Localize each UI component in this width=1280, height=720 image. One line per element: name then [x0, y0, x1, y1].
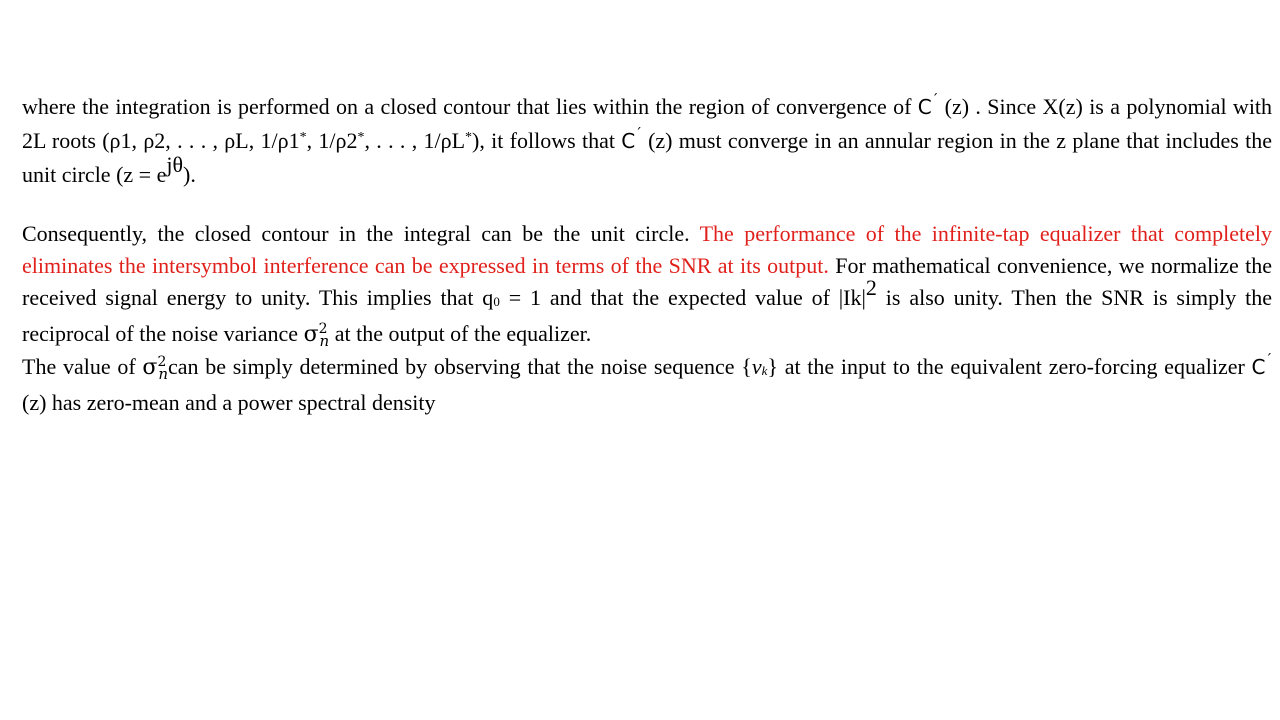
- conjugate-star: *: [357, 130, 365, 145]
- text-span: in an annular region in the z plane that includes the unit circle (z = e: [22, 128, 1273, 187]
- exponent-j-theta: jθ: [166, 152, 183, 177]
- highlighted-sentence: The performance of the infinite-tap equalizer that completely eliminates the intersymbol interference can be expressed in terms of the SNR at its output.: [22, 221, 1273, 278]
- prime-mark: ´: [635, 127, 642, 142]
- text-span: at the output of the equalizer.: [334, 321, 592, 346]
- text-span: X(z) is a polynomial with 2L roots (ρ1, ρ2, . . . , ρL, 1/ρ1: [22, 94, 1273, 153]
- prime-mark: ´: [1265, 353, 1273, 368]
- subscript-zero: 0: [493, 294, 500, 309]
- text-span: (z) has zero-mean and a power spectral density: [22, 390, 436, 415]
- text-span: ), it follows that: [472, 128, 615, 153]
- conjugate-star: *: [465, 130, 473, 145]
- text-span: ).: [183, 162, 196, 187]
- conjugate-star: *: [299, 130, 307, 145]
- paragraph-noise-variance: [22, 351, 1272, 419]
- sigma-n-squared: [304, 319, 330, 351]
- text-span: Consequently, the closed contour in the integral can be the unit circle.: [22, 221, 690, 246]
- slide-body: [22, 90, 1272, 419]
- text-span: can be simply determined by observing that the noise sequence {: [168, 354, 752, 379]
- paragraph-snr: [22, 218, 1272, 351]
- text-span: The value of: [22, 354, 136, 379]
- text-span: where the integration is performed on a closed contour that lies within the region of convergence of: [22, 94, 912, 119]
- subscript-k: k: [761, 363, 768, 378]
- c-symbol: C: [621, 129, 636, 153]
- paragraph-gap: [22, 192, 1272, 218]
- c-prime-symbol: [621, 129, 641, 153]
- sigma-subscript: n: [319, 332, 330, 350]
- text-span: (z) . Since: [944, 94, 1037, 119]
- c-symbol: C: [917, 95, 932, 119]
- text-span: is also unity. Then the SNR is simply the reciprocal of the noise variance: [22, 285, 1273, 346]
- c-prime-symbol: [918, 95, 938, 119]
- sigma-symbol: σ: [142, 355, 158, 380]
- text-span: , . . . , 1/ρL: [364, 128, 466, 153]
- text-span: For mathematical convenience, we normalize the received signal energy to unity. This implies that q: [22, 253, 1272, 310]
- sigma-subscript: n: [158, 365, 169, 383]
- text-span: } at the input to the equivalent zero-forcing equalizer: [767, 354, 1245, 379]
- sigma-n-squared: [142, 352, 168, 384]
- sigma-symbol: σ: [303, 322, 319, 347]
- text-span: = 1 and that the expected value of |Ik|: [508, 285, 866, 310]
- c-prime-symbol: [1252, 355, 1272, 379]
- paragraph-region-of-convergence: [22, 90, 1272, 192]
- text-span: , 1/ρ2: [306, 128, 358, 153]
- prime-mark: ´: [931, 93, 939, 108]
- c-symbol: C: [1251, 355, 1266, 379]
- nu-symbol: ν: [751, 354, 762, 379]
- sigma-superscript: 2: [318, 321, 328, 337]
- sigma-superscript: 2: [157, 354, 167, 370]
- text-span: (z) must converge: [648, 128, 809, 153]
- superscript-two: 2: [865, 275, 877, 300]
